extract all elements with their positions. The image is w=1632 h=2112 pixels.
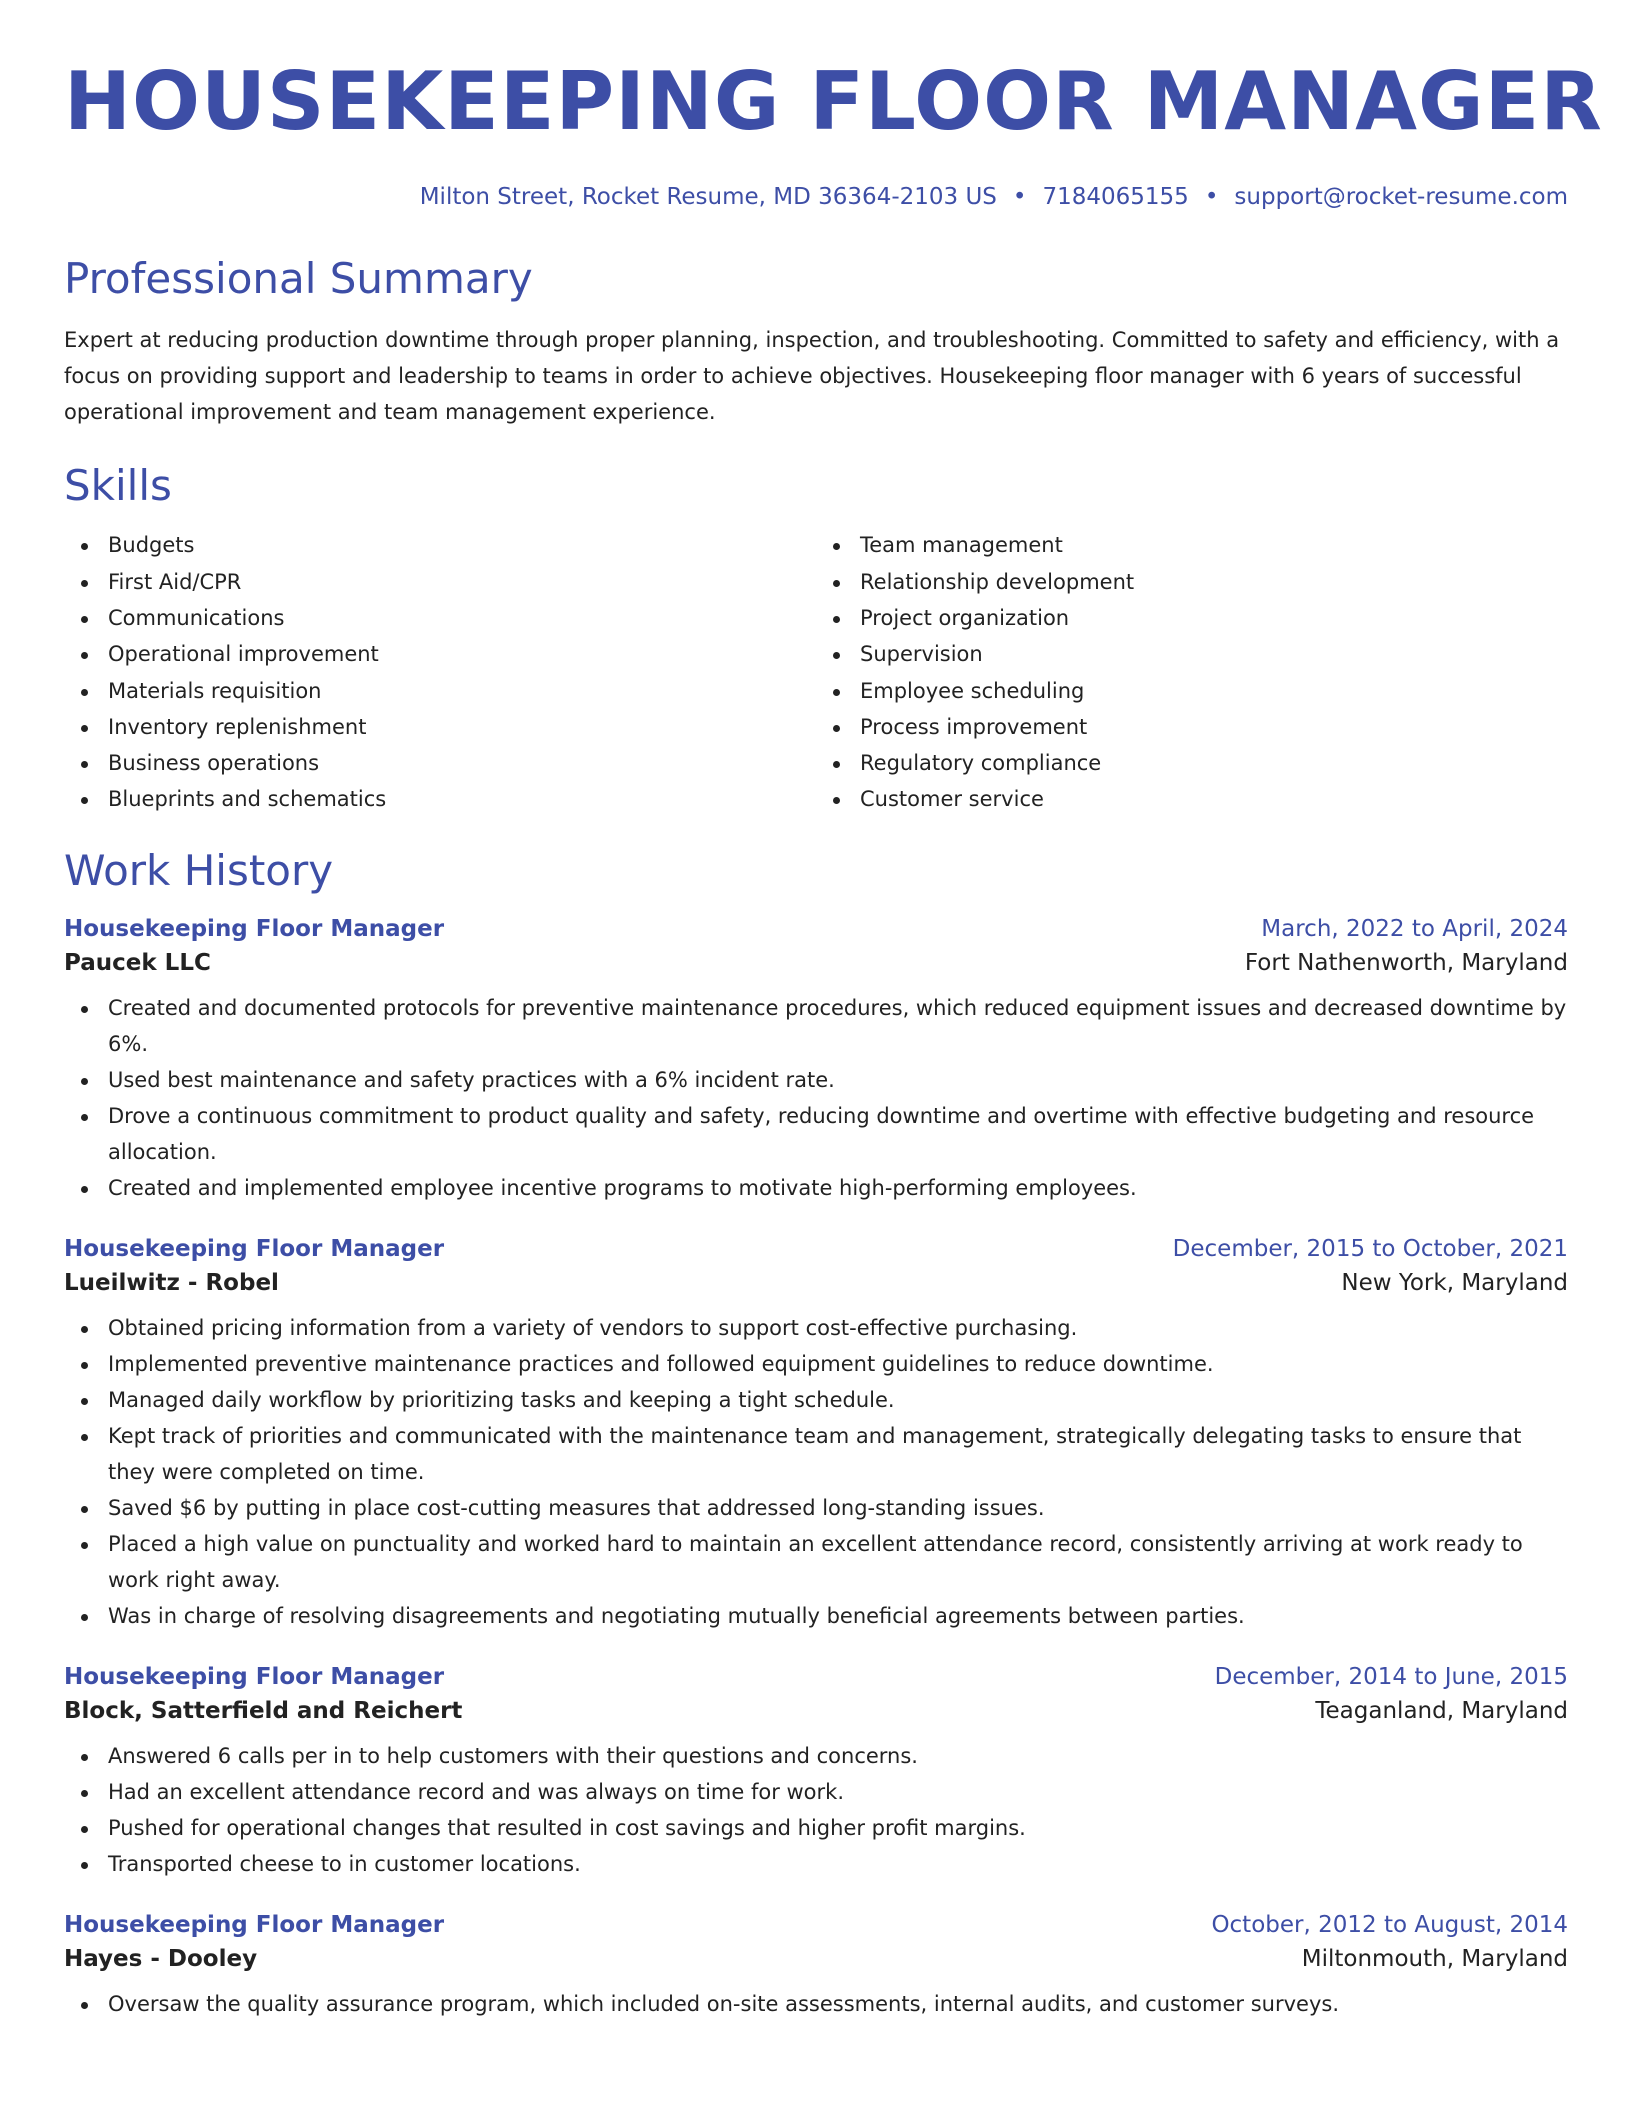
separator-dot: • bbox=[1012, 184, 1027, 210]
skill-item: Customer service bbox=[860, 781, 1568, 817]
job-header bbox=[64, 916, 1568, 942]
job-bullet: Implemented preventive maintenance practices and followed equipment guidelines to reduce downtime. bbox=[108, 1346, 1568, 1382]
skill-item: Budgets bbox=[108, 527, 816, 563]
skills-section bbox=[64, 463, 1568, 818]
skill-item: Employee scheduling bbox=[860, 673, 1568, 709]
job-bullet: Pushed for operational changes that resulted in cost savings and higher profit margins. bbox=[108, 1810, 1568, 1846]
job-bullet: Created and implemented employee incentive programs to motivate high-performing employees. bbox=[108, 1170, 1568, 1206]
job-subheader bbox=[64, 1946, 1568, 1972]
company-name: Paucek LLC bbox=[64, 949, 211, 976]
skill-item: Process improvement bbox=[860, 709, 1568, 745]
job-bullet: Created and documented protocols for preventive maintenance procedures, which reduced equipment issues and decreased downtime by 6%. bbox=[108, 990, 1568, 1062]
skill-item: Business operations bbox=[108, 745, 816, 781]
work-history-section bbox=[64, 845, 1568, 2022]
skills-heading: Skills bbox=[64, 461, 172, 511]
job-entry bbox=[64, 1912, 1568, 2022]
job-bullet: Obtained pricing information from a variety of vendors to support cost-effective purchasing. bbox=[108, 1310, 1568, 1346]
job-location: Miltonmouth, Maryland bbox=[1301, 1945, 1568, 1972]
job-dates: December, 2014 to June, 2015 bbox=[1214, 1663, 1568, 1690]
skill-item: Communications bbox=[108, 600, 816, 636]
job-entry bbox=[64, 1236, 1568, 1634]
job-bullet: Saved $6 by putting in place cost-cutting measures that addressed long-standing issues. bbox=[108, 1490, 1568, 1526]
job-bullet: Had an excellent attendance record and was always on time for work. bbox=[108, 1774, 1568, 1810]
company-name: Block, Satterfield and Reichert bbox=[64, 1697, 463, 1724]
resume-title: HOUSEKEEPING FLOOR MANAGER bbox=[64, 55, 1603, 148]
job-dates: December, 2015 to October, 2021 bbox=[1172, 1235, 1568, 1262]
phone-text: 7184065155 bbox=[1042, 184, 1189, 210]
skill-item: Supervision bbox=[860, 636, 1568, 672]
separator-dot: • bbox=[1204, 184, 1219, 210]
summary-section bbox=[64, 256, 1568, 430]
job-location: Fort Nathenworth, Maryland bbox=[1244, 949, 1568, 976]
skill-item: Regulatory compliance bbox=[860, 745, 1568, 781]
skill-item: Operational improvement bbox=[108, 636, 816, 672]
job-dates: March, 2022 to April, 2024 bbox=[1261, 915, 1568, 942]
job-entry bbox=[64, 916, 1568, 1206]
job-bullet: Used best maintenance and safety practices with a 6% incident rate. bbox=[108, 1062, 1568, 1098]
job-bullet: Oversaw the quality assurance program, which included on-site assessments, internal audits, and customer surveys. bbox=[108, 1986, 1568, 2022]
job-bullet: Drove a continuous commitment to product quality and safety, reducing downtime and overtime with effective budgeting and resource allocation. bbox=[108, 1098, 1568, 1170]
company-name: Lueilwitz - Robel bbox=[64, 1269, 279, 1296]
job-header bbox=[64, 1236, 1568, 1262]
skills-right-column bbox=[816, 527, 1568, 817]
job-bullet: Was in charge of resolving disagreements and negotiating mutually beneficial agreements between parties. bbox=[108, 1598, 1568, 1634]
email-text: support@rocket-resume.com bbox=[1234, 184, 1568, 210]
skill-item: Blueprints and schematics bbox=[108, 781, 816, 817]
job-bullets bbox=[64, 990, 1568, 1206]
skill-item: Team management bbox=[860, 527, 1568, 563]
work-history-heading: Work History bbox=[64, 845, 334, 895]
skills-grid bbox=[64, 527, 1568, 817]
job-entry bbox=[64, 1664, 1568, 1882]
job-bullet: Answered 6 calls per in to help customers with their questions and concerns. bbox=[108, 1738, 1568, 1774]
summary-text: Expert at reducing production downtime through proper planning, inspection, and troubleshooting. Committed to safety and efficiency, with a focus on providing support and leadership to teams in order to achieve objectives. Housekeeping floor manager with 6 years of successful operational improvement and team management experience. bbox=[64, 328, 1560, 425]
job-bullet: Kept track of priorities and communicated with the maintenance team and management, strategically delegating tasks to ensure that they were completed on time. bbox=[108, 1418, 1568, 1490]
skill-item: First Aid/CPR bbox=[108, 564, 816, 600]
job-dates: October, 2012 to August, 2014 bbox=[1211, 1911, 1568, 1938]
skill-item: Inventory replenishment bbox=[108, 709, 816, 745]
job-header bbox=[64, 1664, 1568, 1690]
job-location: Teaganland, Maryland bbox=[1315, 1697, 1568, 1724]
job-bullet: Managed daily workflow by prioritizing tasks and keeping a tight schedule. bbox=[108, 1382, 1568, 1418]
address-text: Milton Street, Rocket Resume, MD 36364-2103 US bbox=[419, 184, 997, 210]
skill-item: Materials requisition bbox=[108, 673, 816, 709]
job-bullet: Placed a high value on punctuality and worked hard to maintain an excellent attendance record, consistently arriving at work ready to work right away. bbox=[108, 1526, 1568, 1598]
job-bullet: Transported cheese to in customer locations. bbox=[108, 1846, 1568, 1882]
summary-heading: Professional Summary bbox=[64, 254, 533, 303]
job-title: Housekeeping Floor Manager bbox=[64, 1663, 445, 1690]
job-subheader bbox=[64, 1270, 1568, 1296]
job-subheader bbox=[64, 1698, 1568, 1724]
job-location: New York, Maryland bbox=[1341, 1269, 1568, 1296]
job-header bbox=[64, 1912, 1568, 1938]
contact-line bbox=[64, 184, 1568, 210]
job-title: Housekeeping Floor Manager bbox=[64, 1235, 445, 1262]
job-bullets bbox=[64, 1310, 1568, 1634]
skill-item: Relationship development bbox=[860, 564, 1568, 600]
job-title: Housekeeping Floor Manager bbox=[64, 1911, 445, 1938]
skills-left-column bbox=[64, 527, 816, 817]
company-name: Hayes - Dooley bbox=[64, 1945, 258, 1972]
job-bullets bbox=[64, 1738, 1568, 1882]
job-bullets bbox=[64, 1986, 1568, 2022]
job-title: Housekeeping Floor Manager bbox=[64, 915, 445, 942]
job-subheader bbox=[64, 950, 1568, 976]
skill-item: Project organization bbox=[860, 600, 1568, 636]
